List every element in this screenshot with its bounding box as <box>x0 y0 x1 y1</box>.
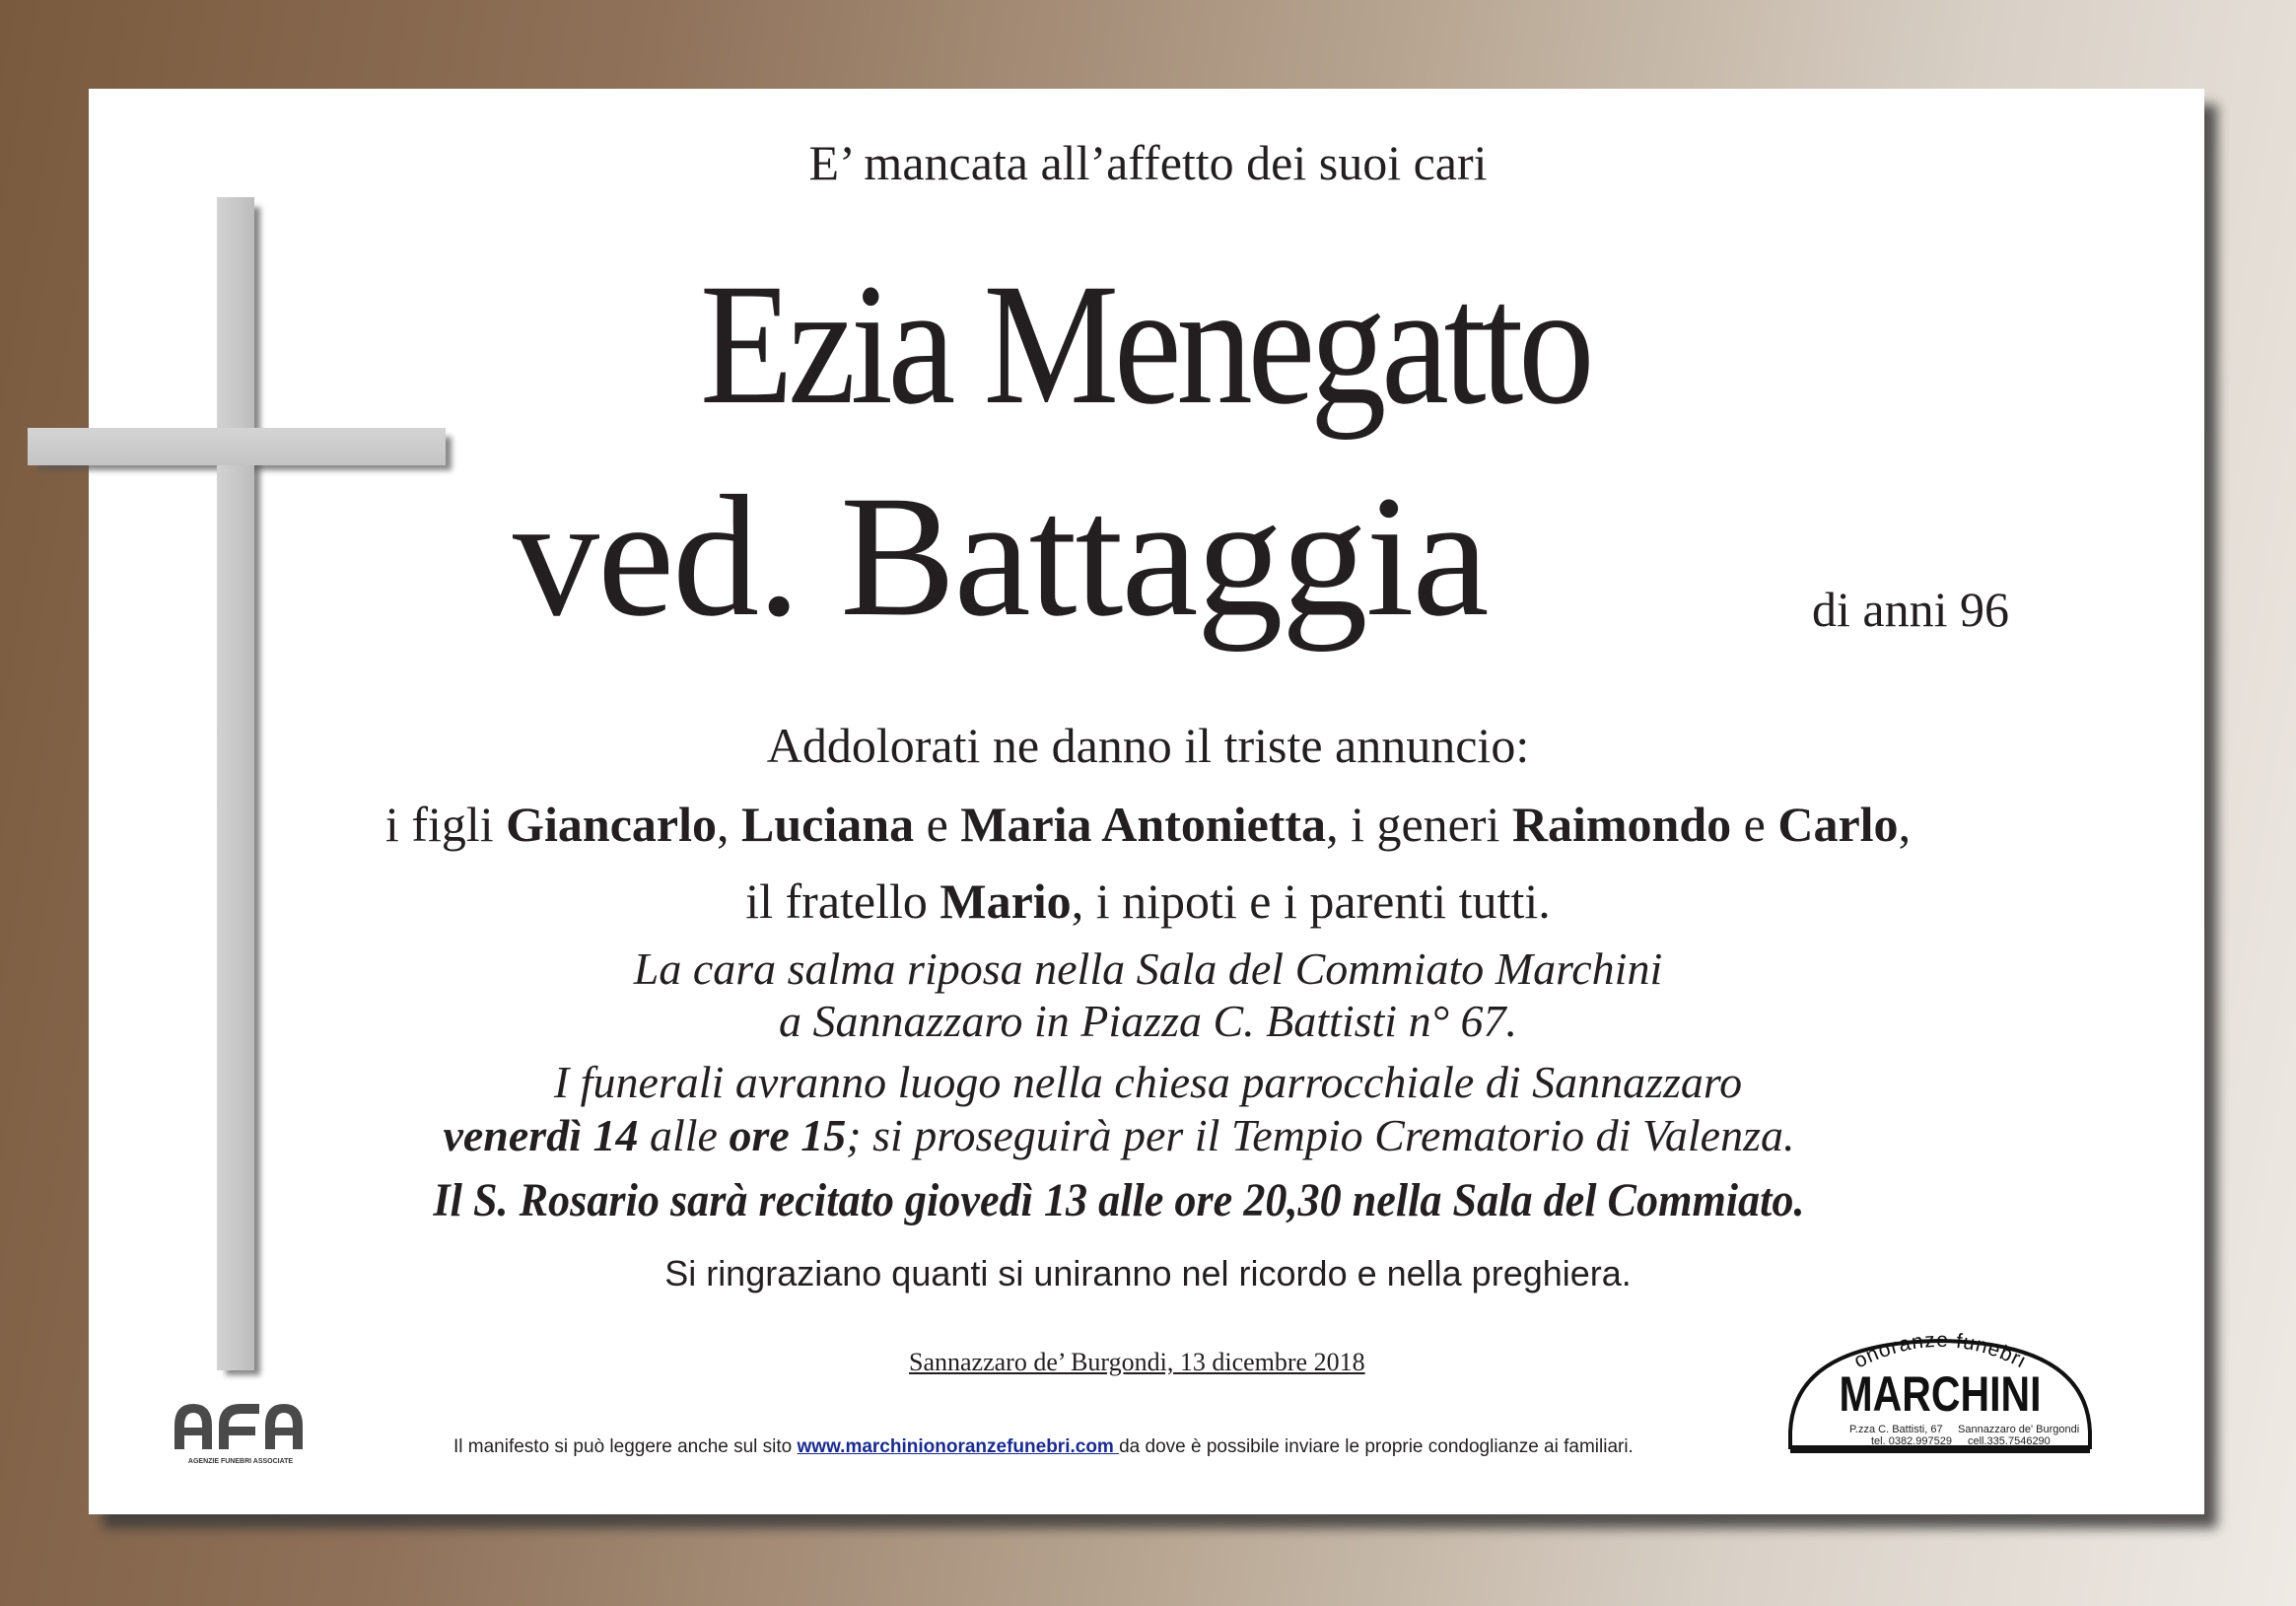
family-text: , <box>1898 797 1912 852</box>
marchini-cell: cell.335.7546290 <box>1968 1435 2051 1447</box>
footer-text: da dove è possibile inviare le proprie condoglianze ai familiari. <box>1119 1436 1634 1457</box>
afa-logo <box>171 1400 311 1469</box>
deceased-married-name: ved. Battaggia <box>513 460 1488 653</box>
funeral-text: alle <box>638 1110 730 1160</box>
cross-arm <box>28 428 446 465</box>
website-link[interactable]: www.marchinionoranzefunebri.com <box>797 1436 1120 1457</box>
marchini-name: MARCHINI <box>1839 1366 2042 1422</box>
place-date: Sannazzaro de’ Burgondi, 13 dicembre 2018 <box>909 1348 1365 1376</box>
family-text: , <box>717 797 742 852</box>
family-text: e <box>914 797 961 852</box>
family-text: e <box>1731 797 1778 852</box>
footer-note <box>453 1435 1634 1459</box>
deceased-name: Ezia Menegatto <box>700 248 1590 441</box>
family-name: Luciana <box>741 797 915 852</box>
marchini-arc-text: onoranze funebri <box>1849 1328 2031 1373</box>
family-name: Carlo <box>1777 797 1899 852</box>
funeral-line-2 <box>0 1110 2238 1161</box>
marchini-address: P.zza C. Battisti, 67 <box>1849 1424 1943 1435</box>
family-name: Mario <box>939 873 1072 929</box>
family-line-2 <box>0 872 2296 931</box>
funeral-time: ore 15 <box>729 1110 847 1160</box>
family-name: Maria Antonietta <box>960 797 1327 852</box>
deceased-age: di anni 96 <box>1812 582 2009 637</box>
funeral-day: venerdì 14 <box>443 1110 639 1160</box>
family-text: il fratello <box>745 873 940 929</box>
funeral-line-1: I funerali avranno luogo nella chiesa parrocchiale di Sannazzaro <box>553 1057 1743 1107</box>
announcement-text: Addolorati ne danno il triste annuncio: <box>766 718 1530 773</box>
intro-text: E’ mancata all’affetto dei suoi cari <box>808 135 1488 190</box>
afa-caption: AGENZIE FUNEBRI ASSOCIATE <box>187 1458 294 1465</box>
marchini-town: Sannazzaro de' Burgondi <box>1958 1424 2080 1435</box>
family-text: , i generi <box>1326 797 1512 852</box>
salma-line-1: La cara salma riposa nella Sala del Commiato Marchini <box>633 943 1663 994</box>
footer-text: Il manifesto si può leggere anche sul sito <box>453 1436 798 1457</box>
marchini-tel: tel. 0382.997529 <box>1871 1435 1952 1447</box>
rosary-line: Il S. Rosario sarà recitato giovedì 13 alle ore 20,30 nella Sala del Commiato. <box>433 1174 1805 1226</box>
family-text: i figli <box>384 797 507 852</box>
funeral-text: ; si proseguirà per il Tempio Crematorio di Valenza. <box>846 1110 1795 1160</box>
thanks-line: Si ringraziano quanti si uniranno nel ricordo e nella preghiera. <box>664 1253 1632 1293</box>
family-text: , i nipoti e i parenti tutti. <box>1071 873 1551 929</box>
family-name: Raimondo <box>1511 797 1732 852</box>
family-name: Giancarlo <box>506 797 718 852</box>
family-line-1 <box>0 795 2296 854</box>
marchini-logo <box>1782 1323 2098 1459</box>
salma-line-2: a Sannazzaro in Piazza C. Battisti n° 67. <box>779 996 1517 1046</box>
